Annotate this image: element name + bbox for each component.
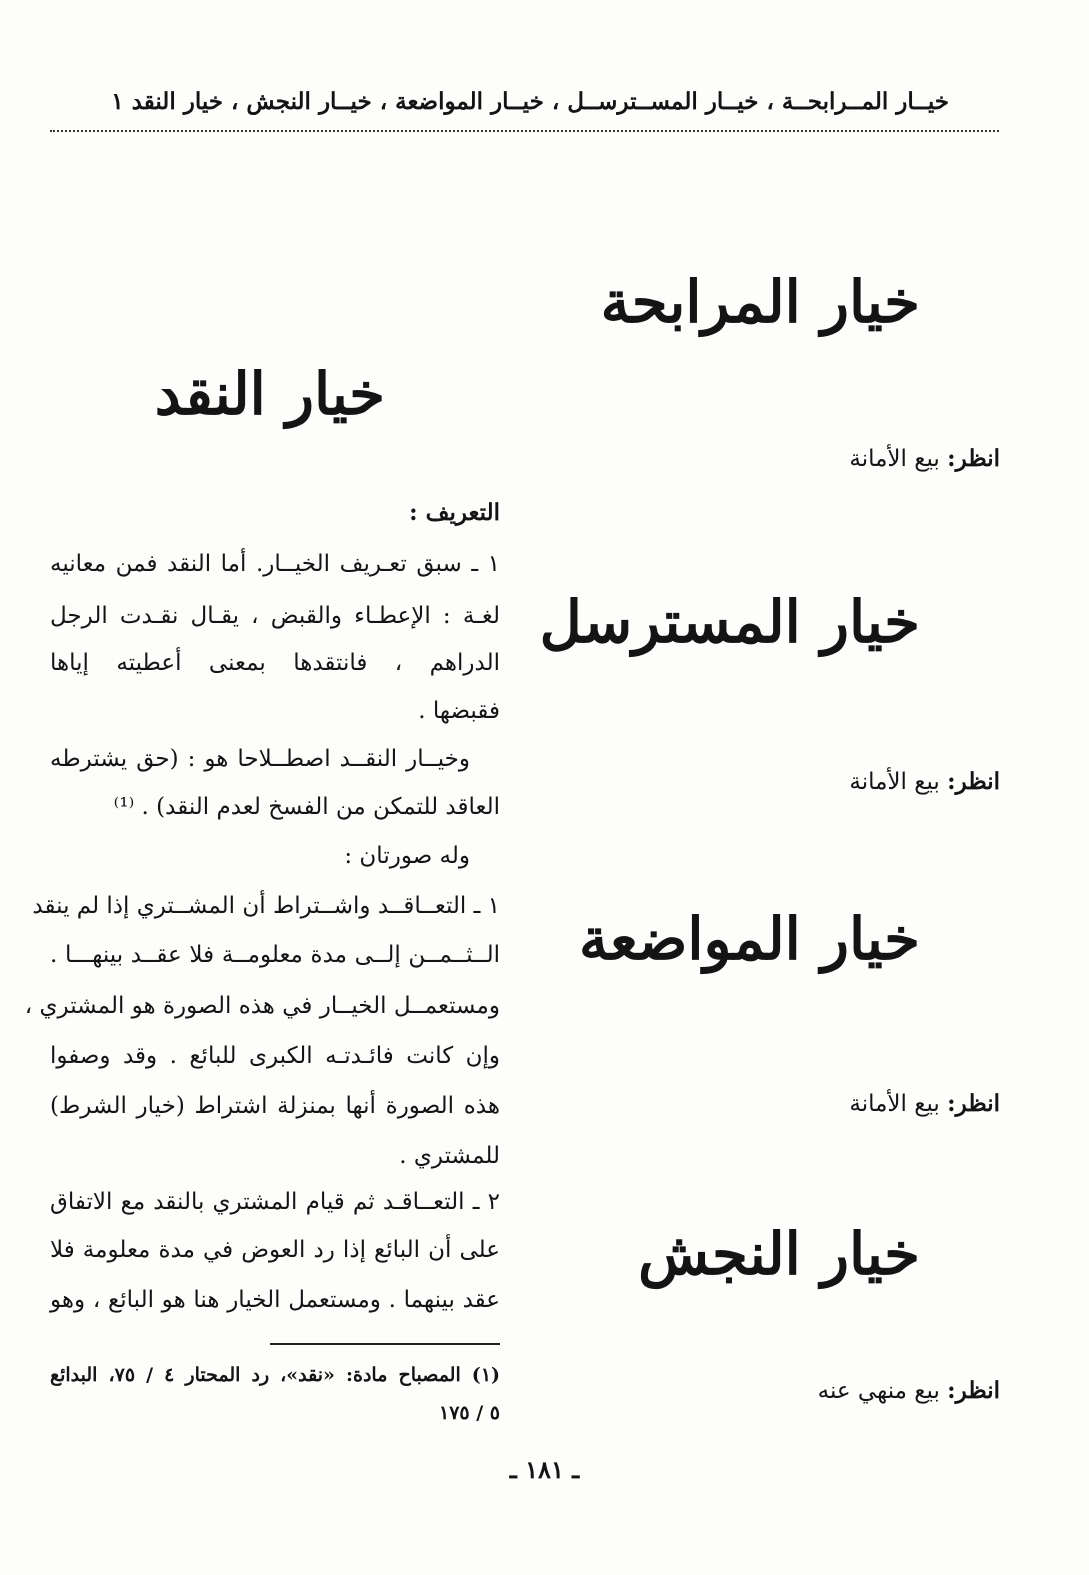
entry-title: خيار النجش [638, 1220, 920, 1288]
body-line: لغـة : الإعطـاء والقبض ، يقـال نقـدت الرجل [50, 603, 500, 629]
body-line: العاقد للتمكن من الفسخ لعدم النقد) . ⁽¹⁾ [113, 794, 500, 820]
body-line: ١ ـ التعــاقــد واشــتراط أن المشــتري إذا لم ينقد [32, 893, 500, 919]
body-line: وخيــار النقــد اصطــلاحا هو : (حق يشترطه [50, 746, 470, 772]
see-label: انظر: [947, 1090, 1000, 1117]
entry-title: خيار المسترسل [539, 588, 920, 656]
see-target: بيع الأمانة [849, 1091, 940, 1117]
entry-title: خيار المواضعة [579, 905, 920, 973]
see-target: بيع الأمانة [849, 446, 940, 472]
body-line: هذه الصورة أنها بمنزلة اشتراط (خيار الشرط) [50, 1093, 500, 1119]
body-line: على أن البائع إذا رد العوض في مدة معلومة فلا [50, 1237, 500, 1263]
body-line: للمشتري . [399, 1143, 500, 1169]
running-header: خيــار المــرابحــة ، خيــار المســترســل ، خيــار المواضعة ، خيــار النجش ، خيار النقد ١ [111, 88, 949, 115]
body-line: الدراهم ، فانتقدها بمعنى أعطيته إياها [50, 650, 500, 676]
body-line: ١ ـ سبق تعـريف الخيــار. أما النقد فمن معانيه [50, 551, 500, 577]
see-target: بيع منهي عنه [817, 1378, 940, 1404]
see-reference [849, 768, 1000, 795]
footnote-line: (١) المصباح مادة: «نقد»، رد المحتار ٤ / ٧٥، البدائع [50, 1364, 501, 1386]
footnote-line: ٥ / ١٧٥ [438, 1402, 500, 1424]
see-reference [849, 1090, 1000, 1117]
section-heading: التعريف : [409, 499, 500, 526]
body-line: ومستعمــل الخيــار في هذه الصورة هو المشتري ، [24, 993, 500, 1019]
body-line: فقبضها . [418, 698, 500, 724]
see-label: انظر: [947, 1377, 1000, 1404]
body-line: الــثــمــن إلــى مدة معلومــة فلا عقــد بينهـــا . [50, 942, 500, 968]
see-target: بيع الأمانة [849, 769, 940, 795]
body-line: عقد بينهما . ومستعمل الخيار هنا هو البائع ، وهو [50, 1287, 500, 1313]
footnote-rule [270, 1343, 500, 1345]
see-label: انظر: [947, 768, 1000, 795]
see-label: انظر: [947, 445, 1000, 472]
page-number: ـ ١٨١ ـ [509, 1455, 580, 1484]
see-reference [818, 1377, 1000, 1404]
body-line: وإن كانت فائـدتـه الكبرى للبائع . وقد وصفوا [50, 1043, 500, 1069]
body-line: وله صورتان : [344, 843, 470, 869]
article-column [24, 0, 501, 1575]
entry-title: خيار المرابحة [600, 268, 920, 336]
see-reference [849, 445, 1000, 472]
article-title: خيار النقد [154, 360, 385, 428]
body-line: ٢ ـ التعــاقـد ثم قيام المشتري بالنقد مع الاتفاق [50, 1189, 500, 1215]
